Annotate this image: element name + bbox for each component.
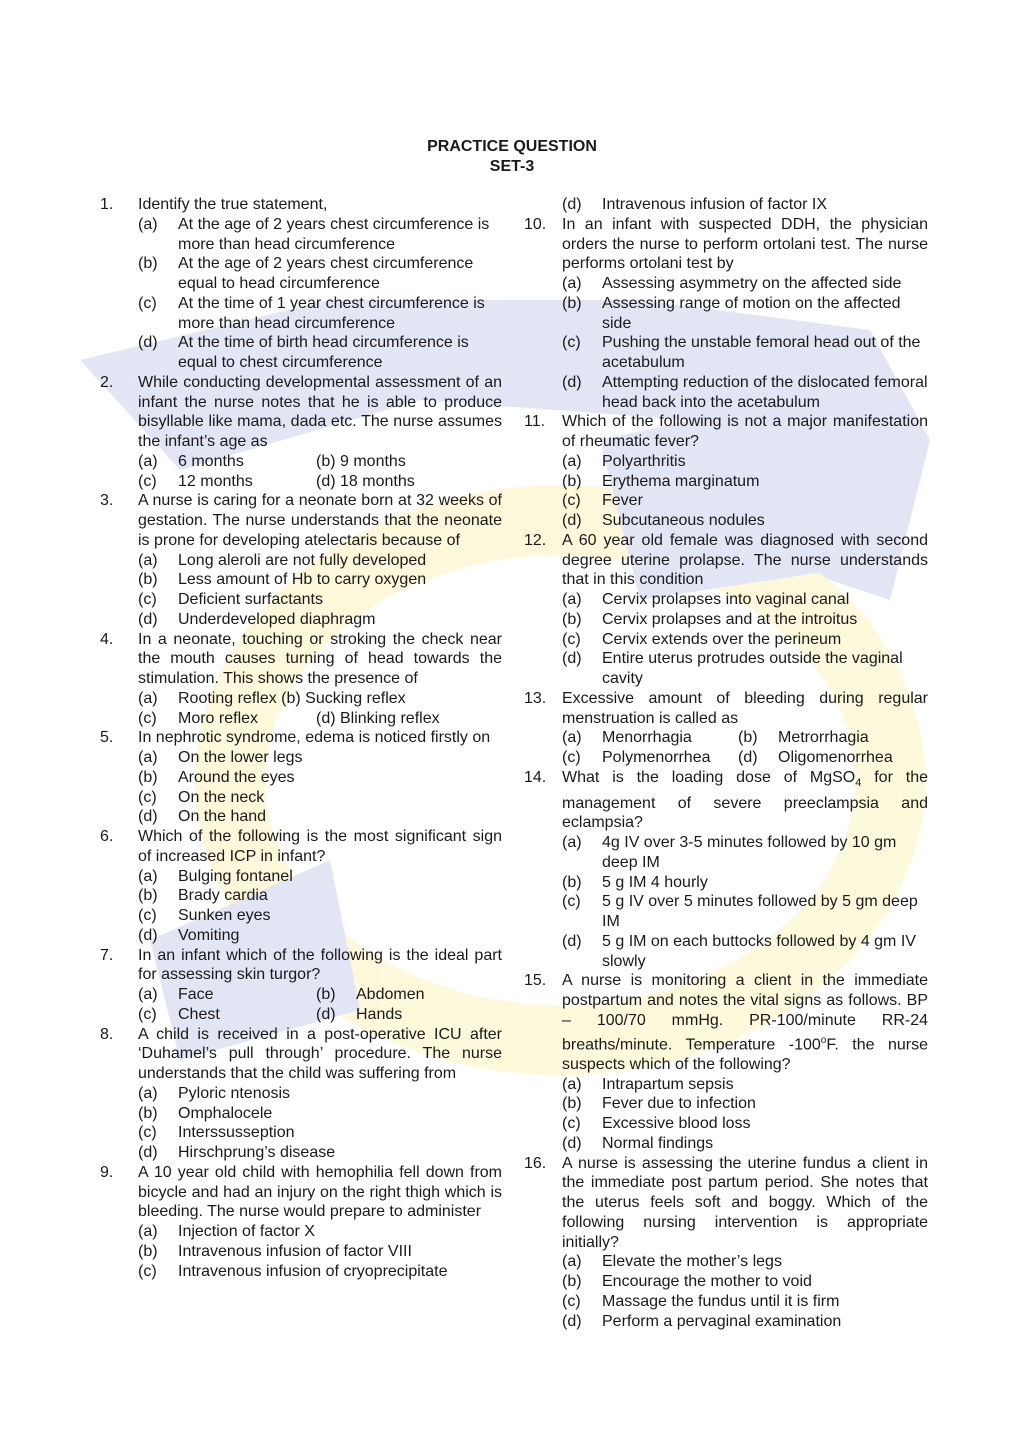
option-text: Long aleroli are not fully developed — [178, 551, 427, 569]
option-a — [562, 590, 928, 610]
option-row-ab — [138, 985, 502, 1005]
option-c — [138, 590, 502, 610]
question-text: While conducting developmental assessment of an infant the nurse notes that he is able to produce bisyllable like mama, dada etc. The nurse assumes the infant’s age as — [138, 373, 502, 450]
option-row-cd — [138, 472, 502, 492]
option-text: Assessing asymmetry on the affected side — [602, 275, 902, 292]
option-row-cd — [138, 1005, 502, 1025]
question-text — [562, 971, 928, 1074]
option-text: Subcutaneous nodules — [602, 512, 765, 529]
option-b-text: Metrorrhagia — [778, 729, 869, 747]
option-text: Deficient surfactants — [178, 591, 323, 608]
option-label: (d) — [138, 926, 158, 944]
option-c — [562, 1292, 928, 1312]
option-text: Pushing the unstable femoral head out of the acetabulum — [602, 334, 921, 371]
option-ab-text: Rooting reflex (b) Sucking reflex — [178, 689, 406, 707]
option-d-text: (d) 18 months — [316, 472, 415, 490]
question-text-part: What is the loading dose of MgSO — [562, 768, 856, 786]
option-text: Omphalocele — [178, 1104, 273, 1122]
question-text: A 10 year old child with hemophilia fell down from bicycle and had an injury on the right thigh which is bleeding. The nurse would prepare to administer — [138, 1163, 502, 1221]
option-d — [562, 1134, 928, 1154]
option-label: (d) — [738, 749, 758, 766]
option-text: On the lower legs — [178, 749, 303, 766]
option-label: (a) — [562, 275, 582, 292]
option-label: (d) — [562, 650, 582, 668]
option-label: (a) — [138, 1223, 158, 1240]
question-number: 4. — [100, 630, 114, 648]
option-text: Normal findings — [602, 1134, 714, 1152]
option-text: On the neck — [178, 788, 265, 806]
option-d-text: Hands — [356, 1005, 403, 1023]
option-d — [138, 1143, 502, 1163]
option-label: (d) — [562, 932, 582, 950]
question-6 — [100, 827, 502, 946]
option-text: Polyarthritis — [602, 452, 686, 470]
option-d — [138, 610, 502, 630]
option-text: 5 g IV over 5 minutes followed by 5 gm deep IM — [602, 893, 918, 931]
option-label: (c) — [138, 472, 157, 490]
question-7 — [100, 946, 502, 1025]
option-text: Attempting reduction of the dislocated femoral head back into the acetabulum — [602, 373, 928, 411]
option-a — [562, 1075, 928, 1095]
option-label: (b) — [562, 1273, 582, 1291]
option-text: Brady cardia — [178, 887, 268, 905]
option-label: (a) — [138, 867, 158, 885]
option-label: (d) — [562, 1312, 582, 1330]
option-text: 5 g IM 4 hourly — [602, 873, 708, 891]
option-d — [562, 932, 928, 972]
option-c — [562, 333, 928, 373]
option-label: (d) — [138, 808, 158, 826]
option-text: Assessing range of motion on the affected side — [602, 294, 901, 332]
option-label: (c) — [138, 907, 157, 924]
question-9-continued — [524, 195, 928, 215]
option-d — [562, 649, 928, 689]
option-text: Hirschprung’s disease — [178, 1144, 336, 1161]
question-number: 12. — [524, 531, 547, 549]
option-text: Fever due to infection — [602, 1095, 756, 1113]
question-10 — [524, 215, 928, 413]
option-d — [562, 511, 928, 531]
page-subtitle: SET-3 — [489, 158, 535, 175]
question-9 — [100, 1163, 502, 1282]
option-row-ab — [138, 689, 502, 709]
option-text: At the time of 1 year chest circumference is more than head circumference — [178, 294, 485, 332]
option-b — [138, 254, 502, 294]
option-text: Intrapartum sepsis — [602, 1075, 734, 1093]
option-d — [562, 195, 928, 215]
question-16 — [524, 1154, 928, 1332]
question-text: In nephrotic syndrome, edema is noticed firstly on — [138, 729, 491, 747]
question-15 — [524, 971, 928, 1153]
option-text: Less amount of Hb to carry oxygen — [178, 571, 427, 589]
option-label: (a) — [138, 689, 158, 707]
option-text: 5 g IM on each buttocks followed by 4 gm IV slowly — [602, 932, 916, 970]
option-text: Sunken eyes — [178, 907, 271, 924]
option-text: At the time of birth head circumference is equal to chest circumference — [178, 334, 469, 371]
option-text: 4g IV over 3-5 minutes followed by 10 gm deep IM — [602, 834, 897, 871]
option-label: (c) — [138, 709, 157, 727]
superscript: o — [820, 1034, 827, 1046]
option-label: (d) — [562, 373, 582, 391]
option-b — [138, 1242, 502, 1262]
option-text: Encourage the mother to void — [602, 1273, 812, 1291]
question-number: 7. — [100, 946, 114, 964]
option-a — [138, 867, 502, 887]
option-label: (b) — [562, 610, 582, 628]
option-a — [562, 452, 928, 472]
option-b-text: (b) 9 months — [316, 452, 406, 470]
option-label: (a) — [562, 1253, 582, 1271]
question-number: 14. — [524, 768, 547, 786]
option-label: (b) — [738, 729, 758, 747]
option-label: (c) — [138, 788, 157, 806]
option-label: (b) — [562, 294, 582, 312]
option-label: (c) — [138, 1262, 157, 1280]
option-a-text: Menorrhagia — [602, 729, 692, 747]
option-row-cd — [138, 709, 502, 729]
option-label: (b) — [138, 255, 158, 273]
option-label: (d) — [562, 196, 582, 213]
option-a — [138, 748, 502, 768]
question-4 — [100, 630, 502, 729]
left-column — [100, 195, 502, 1281]
option-text: Intravenous infusion of cryoprecipitate — [178, 1262, 448, 1280]
option-d — [138, 926, 502, 946]
option-label: (b) — [138, 1242, 158, 1260]
option-d — [138, 333, 502, 373]
option-label: (c) — [562, 630, 581, 648]
option-label: (d) — [316, 1005, 336, 1023]
option-label: (a) — [138, 749, 158, 766]
option-b-text: Abdomen — [356, 986, 425, 1003]
question-number: 3. — [100, 492, 114, 510]
option-a — [562, 1252, 928, 1272]
option-text: Perform a pervaginal examination — [602, 1312, 842, 1330]
option-label: (b) — [562, 472, 582, 490]
option-d — [138, 807, 502, 827]
question-text-part: F. the nurse suspects which of the following? — [562, 1036, 928, 1073]
option-b — [562, 294, 928, 334]
question-14 — [524, 768, 928, 972]
option-c — [562, 630, 928, 650]
option-label: (b) — [138, 1104, 158, 1122]
option-label: (b) — [138, 887, 158, 905]
option-c-text: 12 months — [178, 472, 253, 490]
question-2 — [100, 373, 502, 492]
question-text: In an infant which of the following is the ideal part for assessing skin turgor? — [138, 946, 502, 984]
option-c — [562, 892, 928, 932]
question-text: A nurse is assessing the uterine fundus a client in the immediate post partum period. She notes that the uterus feels soft and boggy. Which of the following nursing intervention is appropriate initially? — [562, 1154, 928, 1251]
option-label: (c) — [138, 294, 157, 312]
question-number: 11. — [524, 413, 546, 431]
question-number: 15. — [524, 972, 547, 990]
question-8 — [100, 1025, 502, 1163]
question-text-part: for the management of severe preeclampsia and eclampsia? — [562, 768, 928, 832]
option-c-text: Moro reflex — [178, 709, 259, 727]
option-c-text: Polymenorrhea — [602, 749, 711, 766]
option-text: Cervix extends over the perineum — [602, 630, 842, 648]
option-label: (c) — [562, 749, 581, 766]
question-text: Identify the true statement, — [138, 196, 328, 213]
option-a-text: 6 months — [178, 452, 244, 470]
option-text: Vomiting — [178, 926, 240, 944]
question-number: 13. — [524, 689, 547, 707]
option-label: (a) — [562, 1075, 582, 1093]
option-text: At the age of 2 years chest circumference is more than head circumference — [178, 215, 490, 253]
option-text: Pyloric ntenosis — [178, 1084, 291, 1102]
page-title: PRACTICE QUESTION — [427, 138, 597, 155]
option-b — [138, 886, 502, 906]
question-number: 5. — [100, 729, 114, 747]
option-a — [562, 274, 928, 294]
option-label: (c) — [562, 1115, 581, 1133]
question-text: Which of the following is not a major manifestation of rheumatic fever? — [562, 413, 928, 450]
option-a — [138, 551, 502, 571]
option-row-ab — [562, 728, 928, 748]
option-row-cd — [562, 748, 928, 768]
option-label: (a) — [138, 986, 158, 1003]
question-number: 8. — [100, 1025, 114, 1043]
option-b — [562, 1272, 928, 1292]
option-c — [138, 294, 502, 334]
question-text-part: A nurse is monitoring a client in the immediate postpartum and notes the vital signs as follows. BP – 100/70 mmHg. PR-100/minute RR-24 breaths/minute. Temperature -100 — [562, 972, 928, 1054]
option-c — [562, 1114, 928, 1134]
option-a-text: Face — [178, 986, 214, 1003]
option-text: Bulging fontanel — [178, 867, 293, 885]
option-label: (c) — [138, 1005, 157, 1023]
option-b — [138, 768, 502, 788]
option-label: (b) — [562, 1095, 582, 1113]
option-label: (b) — [316, 986, 336, 1003]
option-text: Massage the fundus until it is firm — [602, 1292, 840, 1310]
option-a — [138, 215, 502, 255]
option-b — [562, 873, 928, 893]
option-label: (c) — [562, 334, 581, 352]
option-label: (c) — [138, 1124, 157, 1142]
question-text: In an infant with suspected DDH, the physician orders the nurse to perform ortolani test. The nurse performs ortolani test by — [562, 215, 928, 273]
option-text: Excessive blood loss — [602, 1115, 751, 1133]
option-text: Underdeveloped diaphragm — [178, 610, 376, 628]
option-b — [562, 472, 928, 492]
question-number: 10. — [524, 215, 547, 233]
question-12 — [524, 531, 928, 689]
question-text: A 60 year old female was diagnosed with second degree uterine prolapse. The nurse understands that in this condition — [562, 531, 928, 589]
option-label: (c) — [562, 893, 581, 911]
option-label: (d) — [138, 610, 158, 628]
option-label: (a) — [562, 729, 582, 747]
option-label: (a) — [138, 452, 158, 470]
question-text: In a neonate, touching or stroking the check near the mouth causes turning of head towards the stimulation. This shows the presence of — [138, 630, 502, 687]
question-text — [562, 768, 928, 833]
question-text: Excessive amount of bleeding during regular menstruation is called as — [562, 689, 928, 727]
option-label: (c) — [562, 1292, 581, 1310]
option-text: Entire uterus protrudes outside the vaginal cavity — [602, 650, 903, 687]
option-label: (a) — [138, 1084, 158, 1102]
option-c-text: Chest — [178, 1005, 220, 1023]
option-label: (c) — [562, 492, 581, 510]
option-label: (a) — [562, 452, 582, 470]
option-c — [138, 788, 502, 808]
question-text: A nurse is caring for a neonate born at 32 weeks of gestation. The nurse understands that the neonate is prone for developing atelectaris because of — [138, 492, 502, 549]
option-d-text: Oligomenorrhea — [778, 749, 893, 766]
option-text: Fever — [602, 492, 643, 510]
right-column — [524, 195, 928, 1331]
option-label: (d) — [138, 1144, 158, 1161]
question-number: 9. — [100, 1163, 114, 1181]
subscript: 4 — [855, 776, 862, 789]
option-label: (d) — [562, 512, 582, 529]
option-c — [138, 1262, 502, 1282]
option-b — [138, 570, 502, 590]
option-text: Around the eyes — [178, 768, 295, 786]
option-d — [562, 1312, 928, 1332]
question-number: 2. — [100, 373, 114, 391]
option-text: Cervix prolapses and at the introitus — [602, 610, 858, 628]
question-number: 6. — [100, 828, 114, 845]
option-b — [562, 610, 928, 630]
question-5 — [100, 728, 502, 827]
option-label: (b) — [138, 571, 158, 589]
option-text: Cervix prolapses into vaginal canal — [602, 591, 850, 608]
option-b — [138, 1104, 502, 1124]
question-13 — [524, 689, 928, 768]
option-text: Intravenous infusion of factor IX — [602, 196, 828, 213]
question-11 — [524, 412, 928, 531]
option-text: On the hand — [178, 808, 267, 826]
option-row-ab — [138, 452, 502, 472]
option-label: (a) — [562, 591, 582, 608]
question-number: 1. — [100, 196, 114, 213]
question-3 — [100, 491, 502, 629]
option-label: (b) — [138, 768, 158, 786]
option-d — [562, 373, 928, 413]
option-label: (a) — [138, 551, 158, 569]
option-c — [138, 906, 502, 926]
option-text: Interssusseption — [178, 1124, 295, 1142]
question-text: A child is received in a post-operative ICU after ‘Duhamel’s pull through’ procedure. The nurse understands that the child was suffering from — [138, 1025, 502, 1082]
option-d-text: (d) Blinking reflex — [316, 709, 440, 727]
option-text: Erythema marginatum — [602, 472, 760, 490]
option-c — [138, 1123, 502, 1143]
option-label: (b) — [562, 873, 582, 891]
option-text: Injection of factor X — [178, 1223, 315, 1240]
option-label: (d) — [138, 334, 158, 352]
option-label: (d) — [562, 1134, 582, 1152]
option-a — [138, 1222, 502, 1242]
option-label: (a) — [138, 215, 158, 233]
option-c — [562, 491, 928, 511]
option-b — [562, 1094, 928, 1114]
option-label: (c) — [138, 591, 157, 608]
option-a — [562, 833, 928, 873]
option-text: At the age of 2 years chest circumference equal to head circumference — [178, 255, 474, 292]
question-number: 16. — [524, 1154, 547, 1172]
option-text: Intravenous infusion of factor VIII — [178, 1242, 412, 1260]
question-1 — [100, 195, 502, 373]
question-text: Which of the following is the most significant sign of increased ICP in infant? — [138, 828, 502, 865]
option-a — [138, 1084, 502, 1104]
option-label: (a) — [562, 834, 582, 852]
option-text: Elevate the mother’s legs — [602, 1253, 782, 1271]
